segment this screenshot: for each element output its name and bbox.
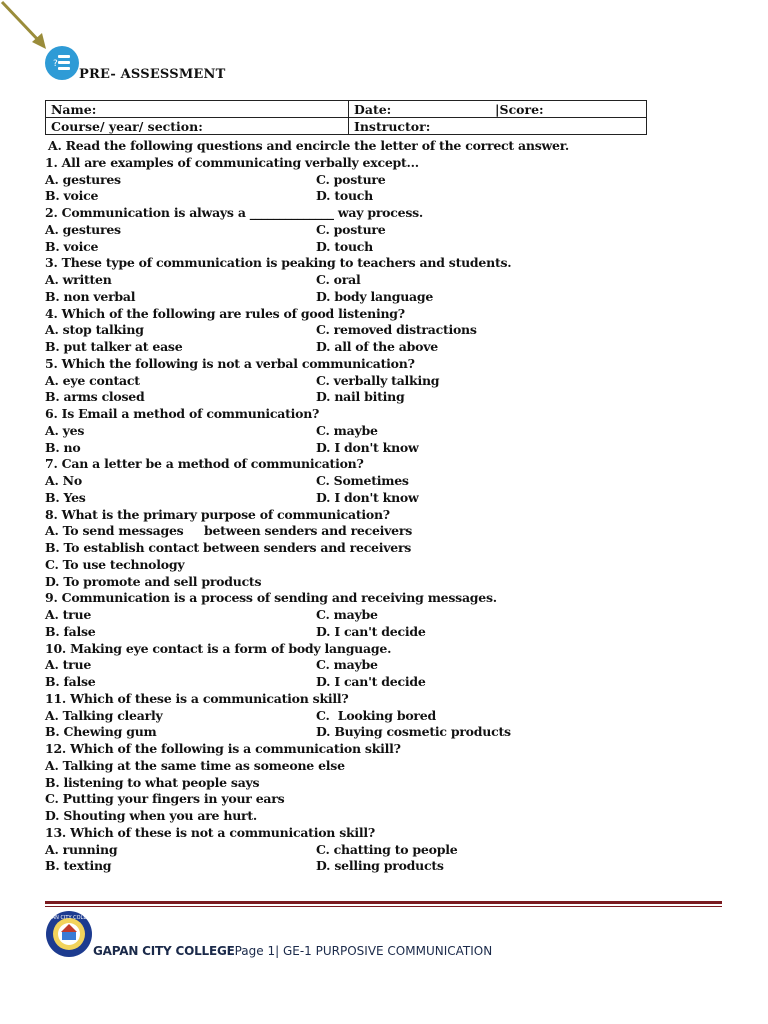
choice-d[interactable]: D. touch bbox=[316, 238, 373, 254]
choice-a[interactable]: A. eye contact bbox=[45, 372, 140, 388]
choice-c[interactable]: C. Putting your fingers in your ears bbox=[45, 791, 285, 807]
question: 1. All are examples of communicating verbally except... bbox=[45, 154, 419, 170]
choice-b[interactable]: B. texting bbox=[45, 858, 112, 874]
date-field[interactable]: Date: bbox=[354, 101, 392, 117]
choice-a[interactable]: A. gestures bbox=[45, 221, 121, 237]
question: 7. Can a letter be a method of communication? bbox=[45, 456, 364, 472]
choice-b[interactable]: B. false bbox=[45, 623, 96, 639]
choice-d[interactable]: D. touch bbox=[316, 188, 373, 204]
questions-section bbox=[45, 138, 685, 875]
choice-a[interactable]: A. Talking clearly bbox=[45, 707, 163, 723]
choice-c[interactable]: C. maybe bbox=[316, 607, 378, 622]
college-seal-icon bbox=[41, 910, 97, 958]
page-number: Page 1 bbox=[234, 944, 276, 958]
college-name: GAPAN CITY COLLEGE bbox=[93, 944, 235, 958]
choice-c[interactable]: C. posture bbox=[316, 221, 386, 237]
choice-b[interactable]: B. voice bbox=[45, 238, 99, 254]
question: 6. Is Email a method of communication? bbox=[45, 406, 320, 421]
choice-a[interactable]: A. No bbox=[45, 473, 82, 488]
choice-a[interactable]: A. true bbox=[45, 657, 92, 673]
choice-d[interactable]: D. I don't know bbox=[316, 439, 419, 455]
choice-d[interactable]: D. I can't decide bbox=[316, 623, 426, 639]
choice-b[interactable]: B. non verbal bbox=[45, 288, 136, 304]
choice-c[interactable]: C. maybe bbox=[316, 657, 378, 673]
choice-c[interactable]: C. Sometimes bbox=[316, 473, 409, 488]
choice-c[interactable]: C. posture bbox=[316, 171, 386, 187]
choice-b[interactable]: B. no bbox=[45, 439, 81, 455]
choice-b[interactable]: B. To establish contact between senders and receivers bbox=[45, 540, 412, 555]
page-title: PRE- ASSESSMENT bbox=[79, 67, 226, 82]
name-field[interactable]: Name: bbox=[46, 101, 349, 118]
instructor-field[interactable]: Instructor: bbox=[349, 118, 647, 135]
choice-b[interactable]: B. arms closed bbox=[45, 389, 145, 405]
choice-a[interactable]: A. yes bbox=[45, 422, 85, 438]
question: 10. Making eye contact is a form of body language. bbox=[45, 640, 392, 656]
choice-a[interactable]: A. gestures bbox=[45, 171, 121, 187]
choice-d[interactable]: D. To promote and sell products bbox=[45, 573, 262, 589]
choice-a[interactable]: A. running bbox=[45, 841, 118, 857]
choice-c[interactable]: C. verbally talking bbox=[316, 372, 440, 388]
choice-c[interactable]: C. removed distractions bbox=[316, 322, 477, 338]
choice-a[interactable]: A. true bbox=[45, 607, 92, 622]
question: 13. Which of these is not a communication skill? bbox=[45, 824, 375, 840]
question: 4. Which of the following are rules of good listening? bbox=[45, 305, 405, 321]
question: 12. Which of the following is a communication skill? bbox=[45, 741, 401, 756]
choice-b[interactable]: B. put talker at ease bbox=[45, 339, 183, 354]
choice-b[interactable]: B. Yes bbox=[45, 489, 86, 505]
question: 9. Communication is a process of sending and receiving messages. bbox=[45, 590, 497, 606]
question: 11. Which of these is a communication skill? bbox=[45, 690, 349, 706]
choice-d[interactable]: D. body language bbox=[316, 288, 434, 304]
question: 5. Which the following is not a verbal communication? bbox=[45, 355, 415, 371]
footer-divider-thin bbox=[45, 906, 722, 907]
choice-c[interactable]: C. oral bbox=[316, 272, 361, 287]
choice-d[interactable]: D. I don't know bbox=[316, 489, 419, 505]
course-name: | GE-1 PURPOSIVE COMMUNICATION bbox=[275, 944, 493, 958]
assessment-badge-icon bbox=[45, 46, 79, 80]
choice-c[interactable]: C. maybe bbox=[316, 422, 378, 438]
choice-a[interactable]: A. stop talking bbox=[45, 322, 144, 338]
question: 8. What is the primary purpose of communication? bbox=[45, 506, 390, 522]
choice-b[interactable]: B. listening to what people says bbox=[45, 774, 260, 790]
choice-b[interactable]: B. Chewing gum bbox=[45, 724, 157, 740]
page-footer bbox=[93, 944, 492, 958]
choice-d[interactable]: D. Shouting when you are hurt. bbox=[45, 808, 258, 823]
question: 2. Communication is always a ______________ way process. bbox=[45, 205, 424, 220]
instructions: A. Read the following questions and encircle the letter of the correct answer. bbox=[48, 138, 570, 153]
choice-a[interactable]: A. written bbox=[45, 272, 112, 287]
course-year-section-field[interactable]: Course/ year/ section: bbox=[46, 118, 349, 135]
svg-text:GAPAN CITY COLLEGE: GAPAN CITY COLLEGE bbox=[41, 915, 97, 921]
score-field[interactable]: |Score: bbox=[495, 101, 544, 117]
choice-d[interactable]: D. selling products bbox=[316, 858, 444, 874]
choice-d[interactable]: D. nail biting bbox=[316, 389, 405, 405]
choice-d[interactable]: D. all of the above bbox=[316, 339, 438, 354]
choice-c[interactable]: C. To use technology bbox=[45, 556, 185, 572]
choice-c[interactable]: C. Looking bored bbox=[316, 707, 436, 723]
choice-d[interactable]: D. I can't decide bbox=[316, 674, 426, 689]
choice-a[interactable]: A. To send messages between senders and receivers bbox=[45, 523, 413, 539]
choice-b[interactable]: B. false bbox=[45, 674, 96, 689]
question: 3. These type of communication is peaking to teachers and students. bbox=[45, 255, 512, 271]
choice-a[interactable]: A. Talking at the same time as someone else bbox=[45, 757, 345, 773]
choice-b[interactable]: B. voice bbox=[45, 188, 99, 204]
svg-text:?: ? bbox=[53, 59, 58, 69]
student-info-table bbox=[45, 100, 647, 135]
footer-divider bbox=[45, 901, 722, 904]
choice-c[interactable]: C. chatting to people bbox=[316, 841, 458, 857]
choice-d[interactable]: D. Buying cosmetic products bbox=[316, 724, 511, 740]
